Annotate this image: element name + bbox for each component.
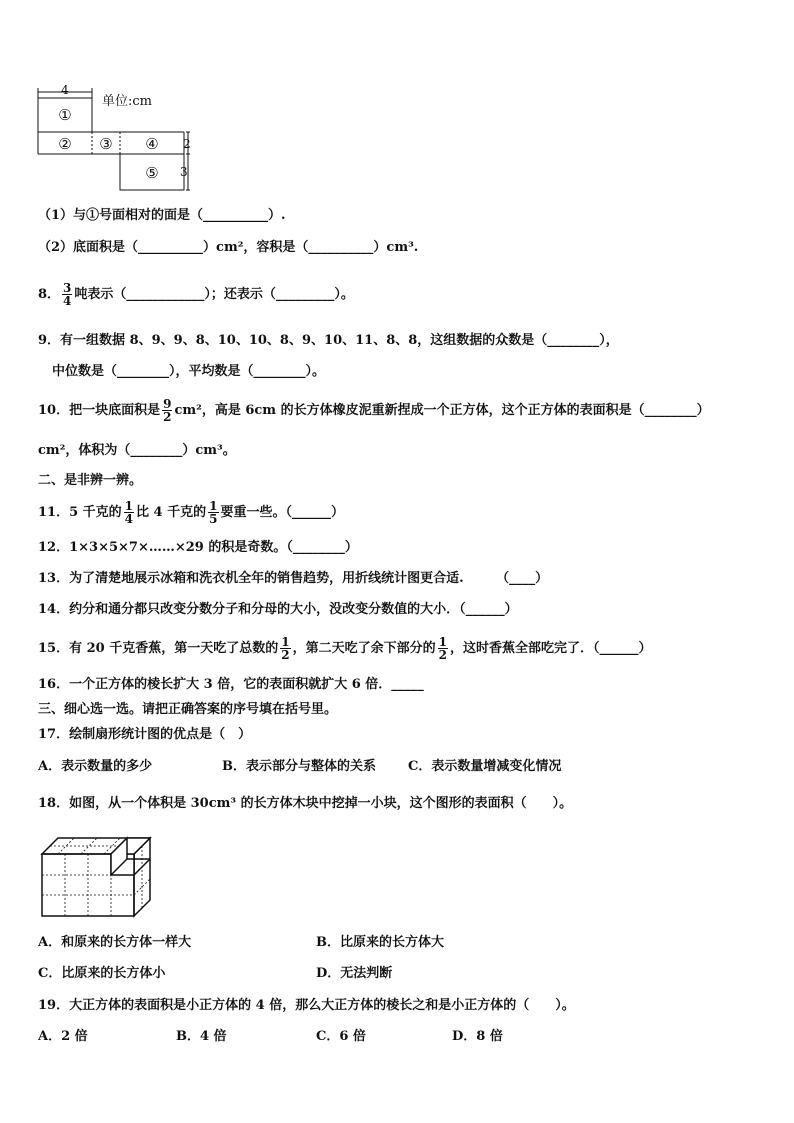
q11-fraction-2: $\frac{1}{5}$ [209, 499, 218, 526]
q11: 11．5 千克的 $\frac{1}{4}$ 比 4 千克的 $\frac{1}{5}$ 要重一些。（______） [38, 499, 345, 526]
q19-option-c: C．6 倍 [316, 1029, 366, 1044]
q10-fraction: $\frac{9}{2}$ [163, 397, 172, 424]
q18-option-a: A．和原来的长方体一样大 [38, 935, 192, 950]
face-2: ② [58, 135, 72, 153]
q15-fraction-1: $\frac{1}{2}$ [281, 635, 290, 662]
q7-sub1: （1）与①号面相对的面是（__________）. [38, 208, 286, 223]
q19-option-d: D．8 倍 [452, 1029, 503, 1044]
side-dim-3: 3 [180, 165, 188, 179]
face-1: ① [58, 106, 72, 124]
q10-pre: 10．把一块底面积是 [38, 403, 161, 418]
cuboid-figure [38, 830, 156, 920]
q18-option-d: D．无法判断 [316, 966, 393, 981]
q17-option-c: C．表示数量增减变化情况 [408, 759, 562, 774]
q18-option-c: C．比原来的长方体小 [38, 966, 166, 981]
q8 [38, 282, 354, 307]
q18-option-b: B．比原来的长方体大 [316, 935, 444, 950]
q19-option-a: A．2 倍 [38, 1029, 88, 1044]
q15-fraction-2: $\frac{1}{2}$ [438, 635, 447, 662]
q7-sub2: （2）底面积是（__________）cm²，容积是（__________）cm³. [38, 240, 419, 255]
q9-line1: 9．有一组数据 8、9、9、8、10、10、8、9、10、11、8、8，这组数据的众数是（________）， [38, 333, 619, 348]
q19-option-b: B．4 倍 [176, 1029, 227, 1044]
face-5: ⑤ [145, 164, 159, 182]
q8-fraction: $\frac{3}{4}$ [63, 281, 72, 308]
side-dim-2: 2 [183, 137, 191, 151]
q15: 15．有 20 千克香蕉，第一天吃了总数的 $\frac{1}{2}$ ，第二天吃了余下部分的 $\frac{1}{2}$ ，这时香蕉全部吃完了．（______） [38, 635, 652, 662]
q9-line2: 中位数是（________），平均数是（________）。 [52, 364, 326, 379]
q17-stem: 17．绘制扇形统计图的优点是（ ） [38, 727, 252, 742]
section-2-heading: 二、是非辨一辨。 [38, 473, 143, 488]
q10-line2: cm²，体积为（________）cm³。 [38, 443, 236, 458]
top-dim: 4 [61, 84, 69, 97]
face-3: ③ [99, 135, 113, 153]
q8-num: 8． [38, 287, 61, 302]
q14: 14．约分和通分都只改变分数分子和分母的大小，没改变分数值的大小．（______） [38, 602, 518, 617]
section-3-heading: 三、细心选一选。请把正确答案的序号填在括号里。 [38, 702, 338, 717]
q17-option-a: A．表示数量的多少 [38, 759, 153, 774]
q17-option-b: B．表示部分与整体的关系 [222, 759, 376, 774]
q10-line1 [38, 398, 710, 423]
q12: 12．1×3×5×7×……×29 的积是奇数。（________） [38, 540, 358, 555]
face-4: ④ [145, 135, 159, 153]
unit-label: 单位:cm [102, 94, 152, 109]
q11-fraction-1: $\frac{1}{4}$ [124, 499, 134, 526]
q19-stem: 19．大正方体的表面积是小正方体的 4 倍，那么大正方体的棱长之和是小正方体的（ ）。 [38, 998, 575, 1013]
q16: 16．一个正方体的棱长扩大 3 倍，它的表面积就扩大 6 倍．_____ [38, 677, 424, 692]
q13: 13．为了清楚地展示冰箱和洗衣机全年的销售趋势，用折线统计图更合适. （____） [38, 571, 549, 586]
q8-text: 吨表示（____________）；还表示（_________）。 [74, 287, 354, 302]
q18-stem: 18．如图，从一个体积是 30cm³ 的长方体木块中挖掉一小块，这个图形的表面积（ ）。 [38, 796, 573, 811]
q10-mid: cm²，高是 6cm 的长方体橡皮泥重新捏成一个正方体，这个正方体的表面积是（________） [174, 403, 710, 418]
